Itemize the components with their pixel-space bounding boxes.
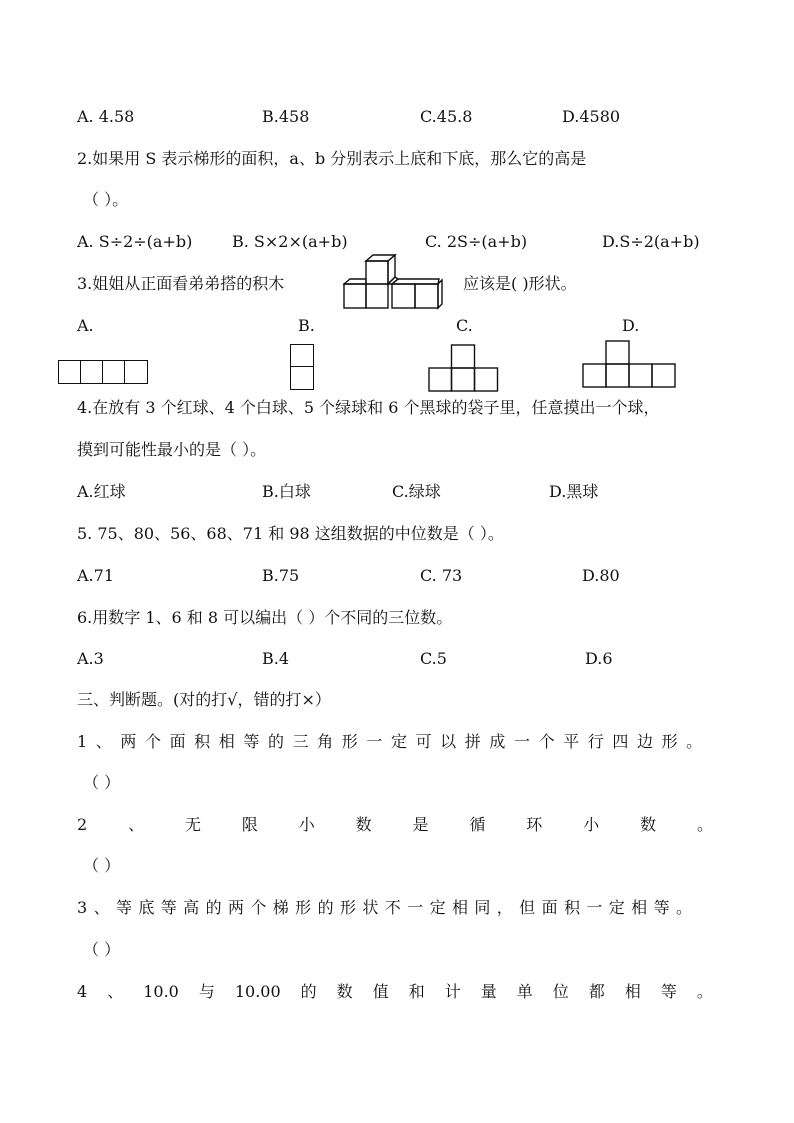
q4-option-d: D.黑球 (549, 482, 599, 501)
q3-option-b-figure (290, 344, 314, 390)
judge-item-2 (77, 815, 713, 835)
judge-item-2-char: 循 (469, 815, 486, 834)
q5-option-c: C. 73 (420, 566, 463, 585)
q5-stem: 5. 75、80、56、68、71 和 98 这组数据的中位数是（ ）。 (77, 524, 504, 543)
judge-item-2-char: 环 (526, 815, 543, 834)
q3-option-b-label: B. (298, 316, 315, 335)
judge-item-2-char: 无 (184, 815, 201, 834)
q1-option-b: B.458 (262, 107, 310, 126)
q1-option-d: D.4580 (562, 107, 621, 126)
judge-item-4-token: 单 (516, 982, 533, 1001)
q6-option-a: A.3 (77, 649, 104, 668)
blocks-figure (343, 254, 443, 312)
judge-item-4-token: 值 (372, 982, 389, 1001)
judge-item-4-token: 10.00 (234, 982, 281, 1001)
section3-heading: 三、判断题。(对的打√，错的打×） (77, 690, 331, 709)
q4-option-c: C.绿球 (392, 482, 441, 501)
q5-option-d: D.80 (582, 566, 620, 585)
q6-option-c: C.5 (420, 649, 447, 668)
judge-item-2-char: 小 (583, 815, 600, 834)
judge-item-4-token: 等 (660, 982, 677, 1001)
judge-item-2-char: 、 (128, 815, 145, 834)
judge-item-2-char: 。 (696, 815, 713, 834)
q6-stem: 6.用数字 1、6 和 8 可以编出（ ）个不同的三位数。 (77, 608, 453, 627)
judge-item-4-token: 数 (336, 982, 353, 1001)
q5-option-a: A.71 (77, 566, 114, 585)
judge-item-4-token: 。 (696, 982, 713, 1001)
q3-stem-left: 3.姐姐从正面看弟弟搭的积木 (77, 274, 285, 293)
q3-option-c-label: C. (456, 316, 473, 335)
judge-item-4-token: 量 (480, 982, 497, 1001)
judge-item-2-char: 数 (640, 815, 657, 834)
q1-option-a: A. 4.58 (77, 107, 135, 126)
q3-option-a-figure (58, 360, 148, 384)
q2-option-c: C. 2S÷(a+b) (425, 232, 528, 251)
judge-item-4-token: 位 (552, 982, 569, 1001)
q4-option-b: B.白球 (262, 482, 311, 501)
judge-item-4-token: 都 (588, 982, 605, 1001)
judge-item-2-char: 2 (77, 815, 88, 834)
judge-item-4-token: 与 (198, 982, 215, 1001)
q3-option-a-label: A. (77, 316, 94, 335)
q4-stem-line2: 摸到可能性最小的是（ ）。 (77, 440, 267, 459)
judge-item-4-token: 4 (77, 982, 88, 1001)
q5-option-b: B.75 (262, 566, 300, 585)
q2-stem-line1: 2.如果用 S 表示梯形的面积，a、b 分别表示上底和下底，那么它的高是 (77, 149, 587, 168)
judge-item-4-token: 10.0 (143, 982, 179, 1001)
judge-item-4-token: 、 (107, 982, 124, 1001)
judge-item-3-paren: （ ） (83, 940, 121, 959)
judge-item-2-char: 数 (355, 815, 372, 834)
judge-item-2-paren: （ ） (83, 856, 121, 875)
q4-option-a: A.红球 (77, 482, 126, 501)
judge-item-2-char: 小 (298, 815, 315, 834)
q4-stem-line1: 4.在放有 3 个红球、4 个白球、5 个绿球和 6 个黑球的袋子里，任意摸出一个球， (77, 398, 660, 417)
judge-item-4-token: 计 (444, 982, 461, 1001)
judge-item-4-token: 和 (408, 982, 425, 1001)
q2-stem-line2: （ ）。 (83, 190, 129, 209)
judge-item-4 (77, 982, 713, 1002)
q1-option-c: C.45.8 (420, 107, 473, 126)
q2-option-a: A. S÷2÷(a+b) (77, 232, 193, 251)
judge-item-1-paren: （ ） (83, 773, 121, 792)
q3-option-c-figure (428, 344, 500, 394)
judge-item-2-char: 是 (412, 815, 429, 834)
judge-item-2-char: 限 (241, 815, 258, 834)
q2-option-b: B. S×2×(a+b) (232, 232, 348, 251)
q6-option-d: D.6 (585, 649, 613, 668)
q6-option-b: B.4 (262, 649, 290, 668)
judge-item-4-token: 相 (624, 982, 641, 1001)
judge-item-1: 1、两个面积相等的三角形一定可以拼成一个平行四边形。 (77, 732, 711, 751)
q3-option-d-figure (582, 340, 678, 390)
judge-item-4-token: 的 (300, 982, 317, 1001)
judge-item-3: 3、等底等高的两个梯形的形状不一定相同，但面积一定相等。 (77, 898, 699, 917)
q2-option-d: D.S÷2(a+b) (602, 232, 700, 251)
q3-option-d-label: D. (622, 316, 640, 335)
q3-stem-right: 应该是( )形状。 (463, 274, 577, 293)
